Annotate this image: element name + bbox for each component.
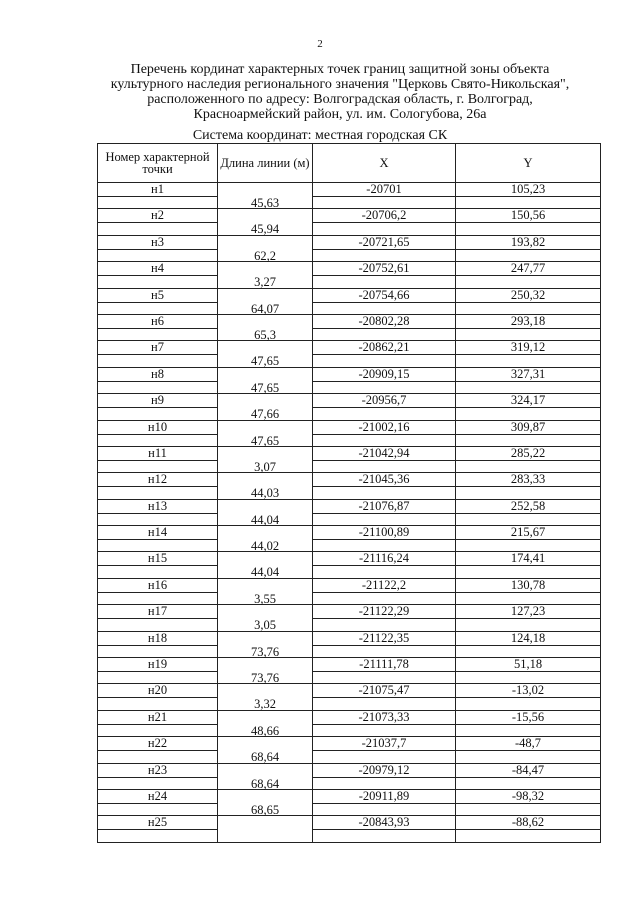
- point-number-cell: н7: [98, 341, 218, 367]
- line-length-cell: [218, 737, 313, 763]
- y-coordinate-cell: 127,23: [456, 605, 601, 631]
- title-line: Перечень кординат характерных точек границ защитной зоны объекта: [130, 62, 550, 77]
- line-length-cell: [218, 209, 313, 235]
- point-number-cell: н4: [98, 262, 218, 288]
- header-y: Y: [456, 144, 601, 183]
- table-row: [98, 710, 601, 736]
- table-row: [98, 684, 601, 710]
- table-row: [98, 235, 601, 261]
- point-number-cell: н12: [98, 473, 218, 499]
- line-length-value: 44,03: [250, 486, 280, 501]
- y-coordinate-cell: 124,18: [456, 631, 601, 657]
- point-number-cell: н25: [98, 816, 218, 842]
- line-length-value: 47,65: [250, 380, 280, 395]
- point-number-cell: н21: [98, 710, 218, 736]
- line-length-cell: [218, 446, 313, 472]
- x-coordinate-cell: -21122,35: [313, 631, 456, 657]
- x-coordinate-cell: -20843,93: [313, 816, 456, 842]
- table-row: [98, 552, 601, 578]
- point-number-cell: н13: [98, 499, 218, 525]
- table-row: [98, 816, 601, 842]
- table-row: [98, 578, 601, 604]
- y-coordinate-cell: 283,33: [456, 473, 601, 499]
- line-length-value: 3,32: [254, 697, 276, 712]
- x-coordinate-cell: -20909,15: [313, 367, 456, 393]
- line-length-cell: [218, 314, 313, 340]
- point-number-cell: н11: [98, 446, 218, 472]
- header-point-number: Номер характерной точки: [98, 144, 218, 183]
- table-body: [98, 183, 601, 843]
- point-number-cell: н2: [98, 209, 218, 235]
- table-row: [98, 658, 601, 684]
- table-row: [98, 499, 601, 525]
- line-length-cell: [218, 420, 313, 446]
- table-row: [98, 737, 601, 763]
- title-line: Красноармейский район, ул. им. Сологубова, 26а: [193, 107, 487, 122]
- point-number-cell: н24: [98, 789, 218, 815]
- y-coordinate-cell: -84,47: [456, 763, 601, 789]
- title-line: культурного наследия регионального значения "Церковь Свято-Никольская",: [110, 77, 570, 92]
- table-row: [98, 183, 601, 209]
- point-number-cell: н23: [98, 763, 218, 789]
- x-coordinate-cell: -20862,21: [313, 341, 456, 367]
- y-coordinate-cell: 252,58: [456, 499, 601, 525]
- x-coordinate-cell: -21045,36: [313, 473, 456, 499]
- coordinate-system-caption: Система координат: местная городская СК: [192, 128, 448, 143]
- line-length-value: 65,3: [254, 327, 276, 342]
- line-length-cell: [218, 684, 313, 710]
- table-row: [98, 288, 601, 314]
- y-coordinate-cell: 327,31: [456, 367, 601, 393]
- y-coordinate-cell: 247,77: [456, 262, 601, 288]
- table-row: [98, 789, 601, 815]
- y-coordinate-cell: 130,78: [456, 578, 601, 604]
- y-coordinate-cell: 250,32: [456, 288, 601, 314]
- line-length-value: 3,05: [254, 618, 276, 633]
- point-number-cell: н10: [98, 420, 218, 446]
- line-length-value: 3,07: [254, 459, 276, 474]
- header-line-length: Длина линии (м): [218, 144, 313, 183]
- table-row: [98, 314, 601, 340]
- x-coordinate-cell: -20752,61: [313, 262, 456, 288]
- point-number-cell: н5: [98, 288, 218, 314]
- line-length-cell: [218, 394, 313, 420]
- line-length-cell: [218, 341, 313, 367]
- point-number-cell: н16: [98, 578, 218, 604]
- x-coordinate-cell: -20721,65: [313, 235, 456, 261]
- point-number-cell: н9: [98, 394, 218, 420]
- y-coordinate-cell: -98,32: [456, 789, 601, 815]
- line-length-value: 47,65: [250, 433, 280, 448]
- line-length-value: 45,94: [250, 222, 280, 237]
- point-number-cell: н8: [98, 367, 218, 393]
- line-length-cell: [218, 658, 313, 684]
- x-coordinate-cell: -21037,7: [313, 737, 456, 763]
- y-coordinate-cell: 324,17: [456, 394, 601, 420]
- x-coordinate-cell: -20701: [313, 183, 456, 209]
- line-length-cell: [218, 526, 313, 552]
- line-length-cell: [218, 367, 313, 393]
- x-coordinate-cell: -21116,24: [313, 552, 456, 578]
- x-coordinate-cell: -21075,47: [313, 684, 456, 710]
- point-number-cell: н17: [98, 605, 218, 631]
- line-length-value: 68,65: [250, 802, 280, 817]
- table-row: [98, 367, 601, 393]
- x-coordinate-cell: -21122,29: [313, 605, 456, 631]
- point-number-cell: н19: [98, 658, 218, 684]
- point-number-cell: н22: [98, 737, 218, 763]
- y-coordinate-cell: 319,12: [456, 341, 601, 367]
- line-length-value: 44,02: [250, 539, 280, 554]
- line-length-cell: [218, 605, 313, 631]
- table-row: [98, 394, 601, 420]
- x-coordinate-cell: -21111,78: [313, 658, 456, 684]
- x-coordinate-cell: -21122,2: [313, 578, 456, 604]
- line-length-cell: [218, 235, 313, 261]
- line-length-value: 3,55: [254, 591, 276, 606]
- table-row: [98, 420, 601, 446]
- line-length-value: 73,76: [250, 644, 280, 659]
- x-coordinate-cell: -21073,33: [313, 710, 456, 736]
- x-coordinate-cell: -21042,94: [313, 446, 456, 472]
- line-length-value: 45,63: [250, 196, 280, 210]
- y-coordinate-cell: 293,18: [456, 314, 601, 340]
- line-length-value: 47,65: [250, 354, 280, 369]
- point-number-cell: н3: [98, 235, 218, 261]
- line-length-value: 3,27: [254, 275, 276, 290]
- table-row: [98, 526, 601, 552]
- point-number-cell: н14: [98, 526, 218, 552]
- line-length-cell: [218, 288, 313, 314]
- table-row: [98, 209, 601, 235]
- point-number-cell: н1: [98, 183, 218, 209]
- line-length-cell: [218, 578, 313, 604]
- y-coordinate-cell: 193,82: [456, 235, 601, 261]
- x-coordinate-cell: -20979,12: [313, 763, 456, 789]
- x-coordinate-cell: -20754,66: [313, 288, 456, 314]
- x-coordinate-cell: -20706,2: [313, 209, 456, 235]
- line-length-value: 44,04: [250, 512, 280, 527]
- page-number: 2: [317, 38, 323, 50]
- line-length-cell: [218, 262, 313, 288]
- y-coordinate-cell: 285,22: [456, 446, 601, 472]
- line-length-cell: [218, 552, 313, 578]
- header-x: X: [313, 144, 456, 183]
- line-length-value: 47,66: [250, 407, 280, 422]
- line-length-cell: [218, 710, 313, 736]
- x-coordinate-cell: -20802,28: [313, 314, 456, 340]
- y-coordinate-cell: 309,87: [456, 420, 601, 446]
- y-coordinate-cell: 174,41: [456, 552, 601, 578]
- line-length-cell: [218, 499, 313, 525]
- line-length-cell: [218, 631, 313, 657]
- x-coordinate-cell: -21076,87: [313, 499, 456, 525]
- line-length-cell: [218, 763, 313, 789]
- table-row: [98, 473, 601, 499]
- point-number-cell: н15: [98, 552, 218, 578]
- line-length-cell: [218, 473, 313, 499]
- y-coordinate-cell: 215,67: [456, 526, 601, 552]
- table-row: [98, 605, 601, 631]
- coordinates-table: [97, 143, 601, 843]
- point-number-cell: н20: [98, 684, 218, 710]
- line-length-value: 68,64: [250, 776, 280, 791]
- table-row: [98, 341, 601, 367]
- table-row: [98, 262, 601, 288]
- line-length-value: 62,2: [254, 248, 276, 263]
- x-coordinate-cell: -21100,89: [313, 526, 456, 552]
- line-length-cell: [218, 816, 313, 842]
- line-length-cell: [218, 183, 313, 209]
- table-row: [98, 446, 601, 472]
- line-length-value: 73,76: [250, 671, 280, 686]
- table-row: [98, 631, 601, 657]
- y-coordinate-cell: -88,62: [456, 816, 601, 842]
- table-row: [98, 763, 601, 789]
- document-title: [60, 62, 620, 122]
- y-coordinate-cell: 105,23: [456, 183, 601, 209]
- line-length-value: 68,64: [250, 750, 280, 765]
- y-coordinate-cell: -15,56: [456, 710, 601, 736]
- line-length-value: 48,66: [250, 723, 280, 738]
- point-number-cell: н6: [98, 314, 218, 340]
- x-coordinate-cell: -20911,89: [313, 789, 456, 815]
- y-coordinate-cell: 51,18: [456, 658, 601, 684]
- point-number-cell: н18: [98, 631, 218, 657]
- y-coordinate-cell: -13,02: [456, 684, 601, 710]
- x-coordinate-cell: -21002,16: [313, 420, 456, 446]
- title-line: расположенного по адресу: Волгоградская область, г. Волгоград,: [147, 92, 533, 107]
- line-length-cell: [218, 789, 313, 815]
- line-length-value: 64,07: [250, 301, 280, 316]
- line-length-value: 44,04: [250, 565, 280, 580]
- y-coordinate-cell: 150,56: [456, 209, 601, 235]
- x-coordinate-cell: -20956,7: [313, 394, 456, 420]
- y-coordinate-cell: -48,7: [456, 737, 601, 763]
